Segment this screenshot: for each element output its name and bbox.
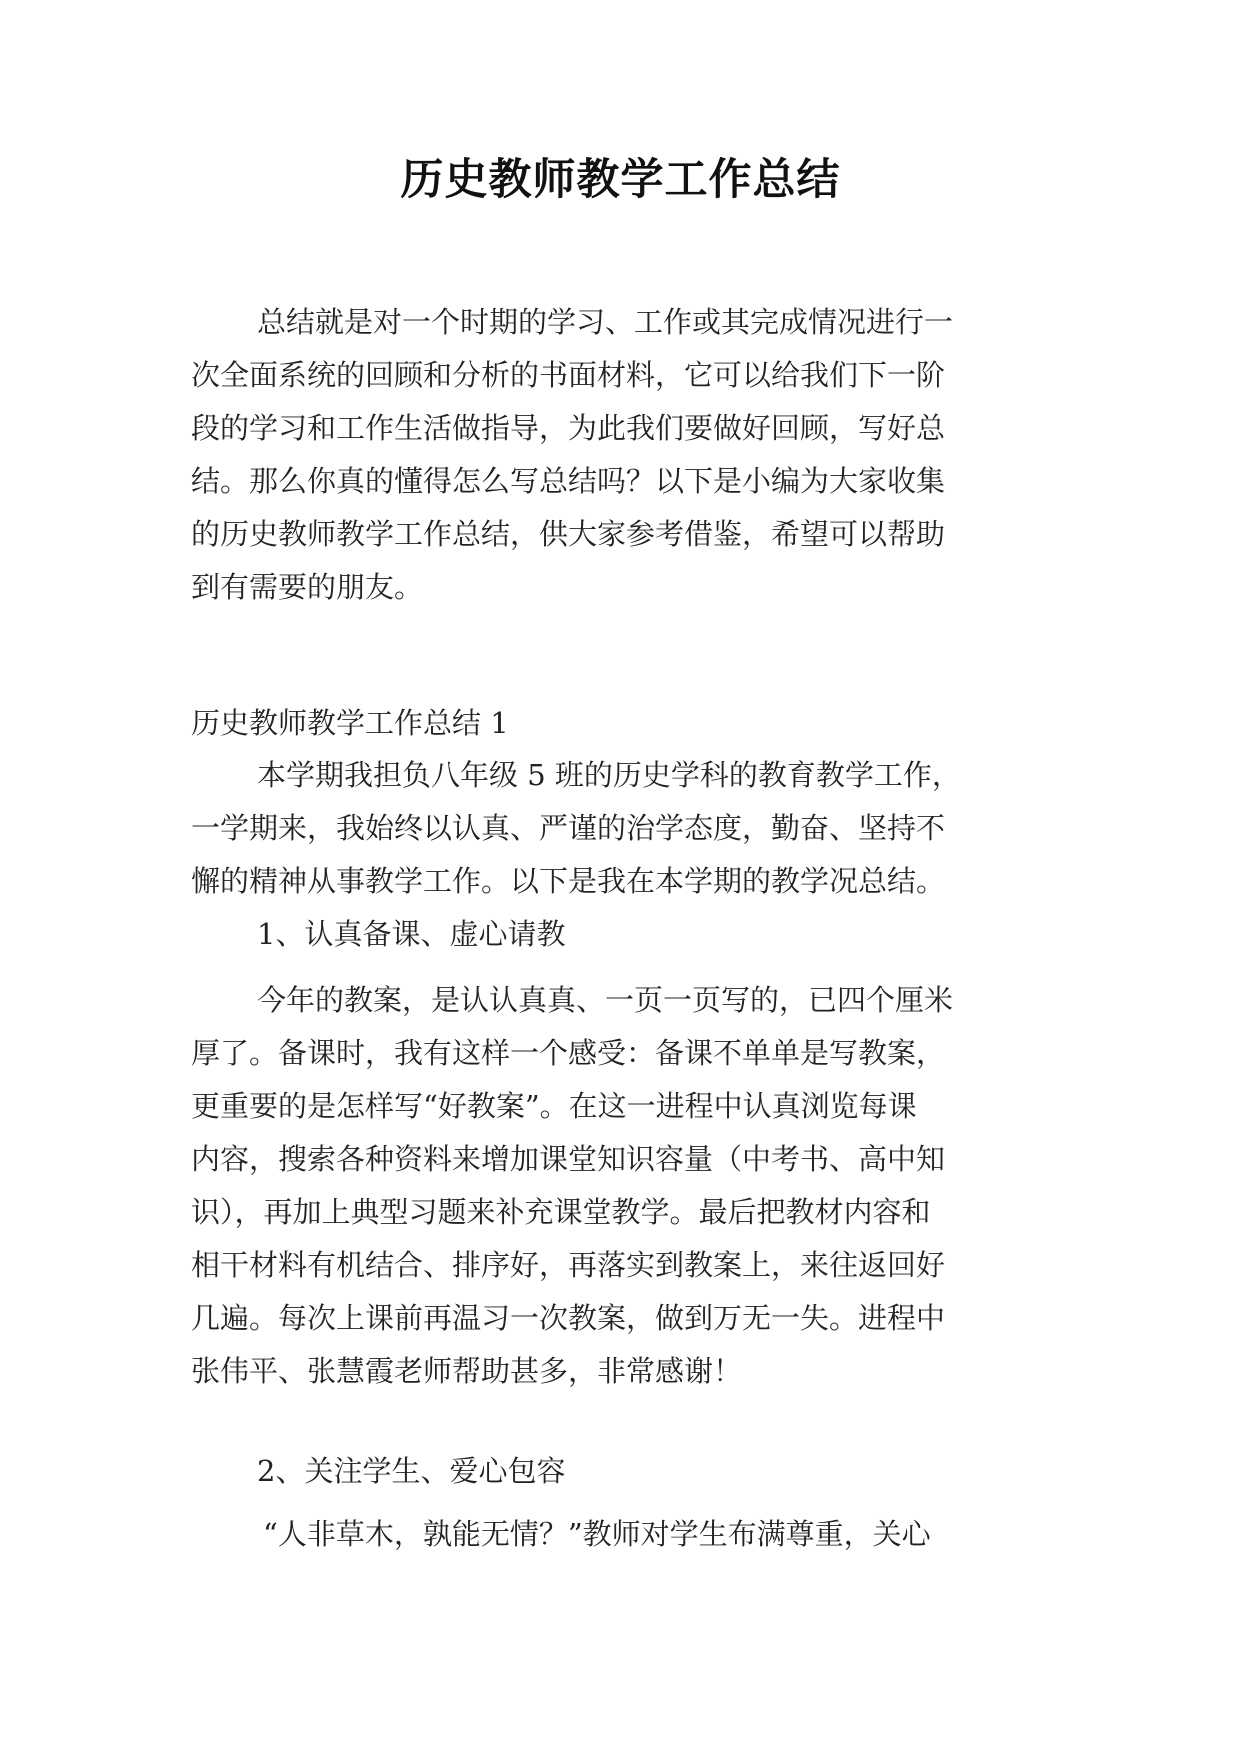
paragraph-line: 本学期我担负八年级 5 班的历史学科的教育教学工作， (257, 758, 961, 792)
intro-line: 次全面系统的回顾和分析的书面材料，它可以给我们下一阶 (191, 358, 946, 392)
paragraph-line: 厚了。备课时，我有这样一个感受：备课不单单是写教案， (191, 1036, 946, 1070)
paragraph-line: 几遍。每次上课前再温习一次教案，做到万无一失。进程中 (191, 1301, 946, 1335)
paragraph-line: 识），再加上典型习题来补充课堂教学。最后把教材内容和 (191, 1195, 931, 1229)
paragraph-line: 内容，搜索各种资料来增加课堂知识容量（中考书、高中知 (191, 1142, 946, 1176)
paragraph-line: 一学期来，我始终以认真、严谨的治学态度，勤奋、坚持不 (191, 811, 946, 845)
intro-line: 到有需要的朋友。 (191, 570, 424, 604)
paragraph-line: 张伟平、张慧霞老师帮助甚多，非常感谢！ (191, 1354, 743, 1388)
intro-line: 段的学习和工作生活做指导，为此我们要做好回顾，写好总 (191, 411, 946, 445)
intro-line: 结。那么你真的懂得怎么写总结吗？以下是小编为大家收集 (191, 464, 946, 498)
document-page: 历史教师教学工作总结 总结就是对一个时期的学习、工作或其完成情况进行一 次全面系统的回顾和分析的书面材料，它可以给我们下一阶 段的学习和工作生活做指导，为此我们要做好回顾，写好总 结。那么你真的懂得怎么写总结吗？以下是小编为大家收集 的历史教师教学工作总结，供大家参考借鉴，希望可以帮助 到有需要的朋友。 历史教师教学工作总结 1 本学期我担负八年级 5 班的历史学科的教育教学工作， 一学期来，我始终以认真、严谨的治学态度，勤奋、坚持不 懈的精神从事教学工作。以下是我在本学期的教学况总结。 1、认真备课、虚心请教 今年的教案，是认认真真、一页一页写的，已四个厘米 厚了。备课时，我有这样一个感受：备课不单单是写教案， 更重要的是怎样写“好教案”。在这一进程中认真浏览每课 内容，搜索各种资料来增加课堂知识容量（中考书、高中知 识），再加上典型习题来补充课堂教学。最后把教材内容和 相干材料有机结合、排序好，再落实到教案上，来往返回好 几遍。每次上课前再温习一次教案，做到万无一失。进程中 张伟平、张慧霞老师帮助甚多，非常感谢！ 2、关注学生、爱心包容 “人非草木，孰能无情？”教师对学生布满尊重，关心 (0, 0, 1241, 1754)
intro-line: 总结就是对一个时期的学习、工作或其完成情况进行一 (257, 305, 954, 339)
paragraph-line: 今年的教案，是认认真真、一页一页写的，已四个厘米 (257, 983, 954, 1017)
paragraph-line: 更重要的是怎样写“好教案”。在这一进程中认真浏览每课 (191, 1089, 917, 1123)
document-title: 历史教师教学工作总结 (400, 155, 841, 205)
paragraph-line: “人非草木，孰能无情？”教师对学生布满尊重，关心 (263, 1517, 931, 1551)
paragraph-line: 懈的精神从事教学工作。以下是我在本学期的教学况总结。 (191, 864, 946, 898)
intro-line: 的历史教师教学工作总结，供大家参考借鉴，希望可以帮助 (191, 517, 946, 551)
paragraph-line: 相干材料有机结合、排序好，再落实到教案上，来往返回好 (191, 1248, 946, 1282)
